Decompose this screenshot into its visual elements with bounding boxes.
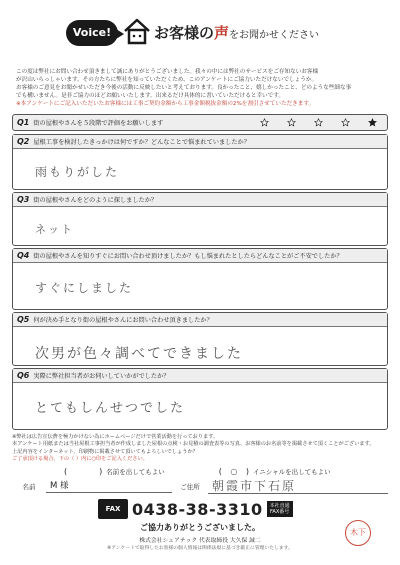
consent-initial-label: イニシャルを出してもよい — [253, 468, 331, 476]
survey-header — [60, 8, 350, 60]
question-badge: Q2 — [17, 137, 30, 146]
hanko-stamp: 木下 — [345, 520, 371, 546]
question-row-q1 — [12, 114, 388, 131]
handwritten-answer: 雨もりがした — [35, 165, 120, 179]
fax-number: 0438-38-3310 — [132, 499, 263, 519]
publication-consent — [30, 466, 380, 477]
name-field[interactable]: M 様 — [46, 479, 172, 493]
fax-icon: FAX — [98, 499, 128, 519]
star-outline-icon[interactable] — [341, 118, 350, 127]
customer-info-row — [12, 478, 388, 494]
question-badge: Q6 — [17, 371, 30, 380]
discount-note: ※本アンケートにご記入いただいたお客様には工事ご契約金額から工事金額税抜金額の2%を割引させていただきます。 — [16, 101, 315, 107]
company-name: 株式会社シェアテック 代表取締役 大久保 誠二 — [139, 538, 261, 544]
question-header — [13, 369, 387, 383]
question-block-q3 — [12, 192, 388, 246]
handwritten-answer: とてもしんせつでした — [35, 401, 186, 416]
consent-initial-mark: ○ — [230, 467, 238, 476]
question-header — [13, 193, 387, 207]
question-text: 何が決め手となり街の屋根やさんにお問い合わせ頂きましたか？ — [33, 317, 213, 324]
question-block-q4 — [12, 248, 388, 310]
question-header — [13, 135, 387, 149]
question-block-q5 — [12, 312, 388, 366]
question-text: 屋根工事を検討したきっかけは何ですか？どんなことで悩まれていましたか？ — [33, 139, 250, 146]
question-badge: Q4 — [17, 251, 30, 260]
question-badge: Q3 — [17, 195, 30, 204]
consent-notes: ※弊社は広告宣伝費を極力かけない為にホームページだけで営業活動を行っております。 本アンケート用紙または当社屋根工事担当者が作成しました屋根の点検・お見積の調査表等の写真、お客様のお名前等を掲載させて頂くことがございます。 上記内容をインターネット、印刷物に掲載させて頂いてもよろしいでしょうか？ ご了承頂ける場合、下の（ ）内に○印をご記入ください。 — [12, 434, 375, 463]
star-outline-icon[interactable] — [314, 118, 323, 127]
address-label: ご住所 — [180, 482, 200, 491]
voice-speech-bubble: Voice! — [66, 20, 118, 46]
handwritten-answer: ネット — [35, 223, 74, 236]
question-text: 街の屋根やさんを５段階で評価をお願いします — [33, 120, 164, 127]
thanks-message: ご協力ありがとうございました。 — [140, 523, 260, 532]
question-badge: Q5 — [17, 315, 30, 324]
question-block-q2 — [12, 134, 388, 190]
intro-text: この度は弊社にお問い合わせ頂きまして誠にありがとうございました。我々の中には弊社のサービスをご存知ないお客様 が沢山いらっしゃいます。その方たちに弊社を知っていただくため、このアンケートにご協力いただけないでしょうか。 お客様のご意見をお聞かせいただき今後の活動に反映したいと考えております。良かったこと、嬉しかったこと、どのような些細な事 でも構いません。是非ご協力のほどお願いいたします。出来るだけ具体的に書いていただけると幸いです。 ※本アンケートにご記入いただいたお客様には工事ご契約金額から工事金額税抜金額の2%を割引させていただきます。 — [16, 68, 386, 108]
fax-info — [98, 498, 308, 520]
address-field[interactable]: 朝霞市下石原 — [208, 478, 388, 494]
question-header — [13, 249, 387, 263]
question-text: 街の屋根やさんを知りすぐにお問い合わせ頂けましたか？もし悩まれたとしたらどんなことがご不安でしたか？ — [33, 253, 343, 260]
question-text: 街の屋根やさんをどのように探しましたか？ — [33, 197, 158, 204]
star-outline-icon[interactable] — [287, 118, 296, 127]
star-outline-icon[interactable] — [260, 118, 269, 127]
question-text: 実際に弊社担当者がお伺いしていかがでしたか？ — [33, 373, 170, 380]
name-label: 名前 — [22, 482, 36, 491]
question-header — [13, 313, 387, 327]
consent-name-option[interactable]: ( ) 名前を出してもよい — [64, 467, 165, 476]
consent-name-label: 名前を出してもよい — [106, 468, 165, 476]
star-filled-icon[interactable] — [368, 118, 377, 127]
question-block-q6 — [12, 368, 388, 430]
consent-initial-option[interactable]: ( ○ ) イニシャルを出してもよい — [218, 467, 331, 476]
fax-badge: 本社直通 FAX番号 — [267, 501, 293, 517]
question-badge: Q1 — [17, 118, 30, 127]
handwritten-answer: すぐにしました — [35, 281, 134, 295]
handwritten-answer: 次男が色々調べてできました — [35, 346, 243, 362]
page-title: お客様の声をお聞かせください — [154, 24, 320, 42]
privacy-footnote: ※アンケートで取得したお客様の個人情報は関係法規に基づき厳正に管理いたします。 — [107, 546, 293, 551]
house-icon — [122, 16, 152, 46]
star-rating[interactable] — [260, 118, 387, 127]
